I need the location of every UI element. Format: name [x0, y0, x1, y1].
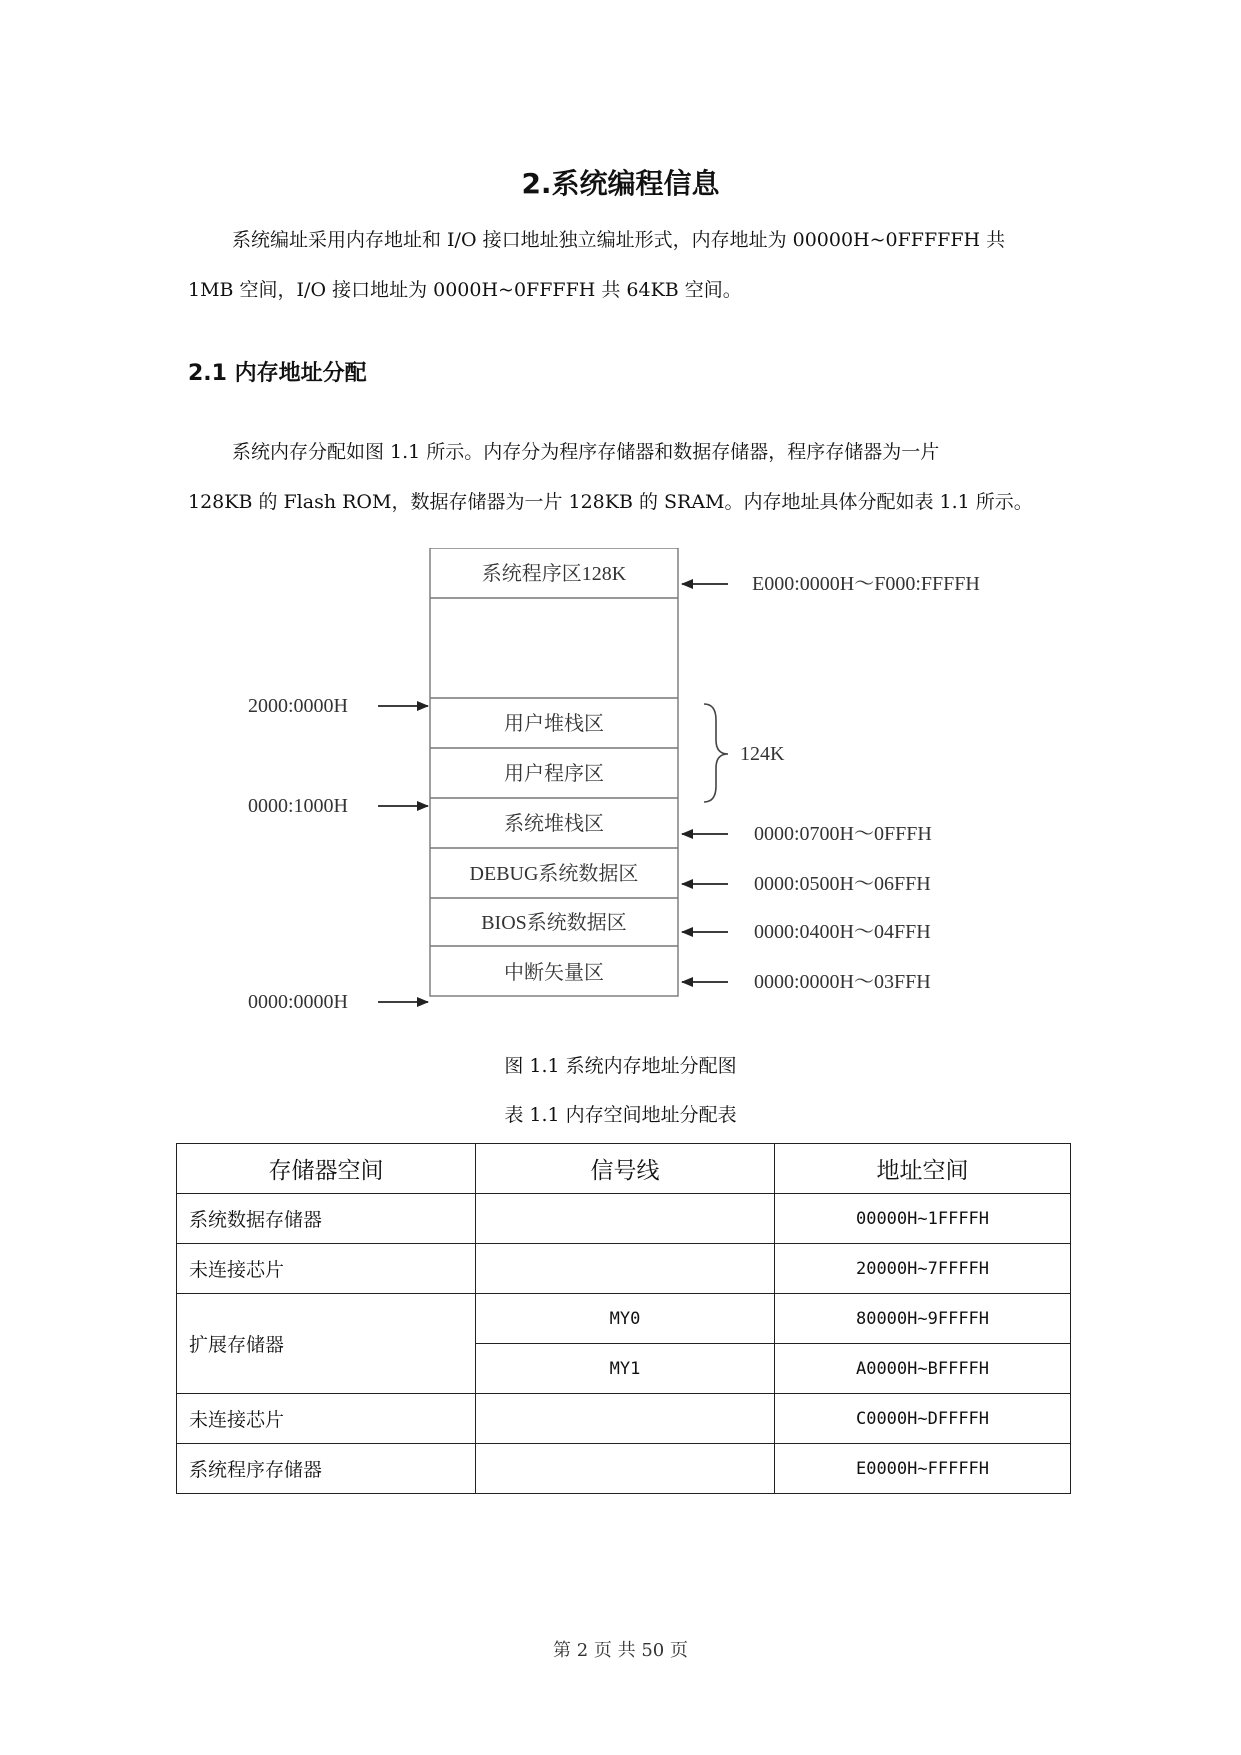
cell-signal: [476, 1194, 775, 1244]
cell-system-stack: 系统堆栈区: [504, 813, 604, 835]
cell-address: C0000H~DFFFFH: [775, 1394, 1071, 1444]
memory-map-diagram: [230, 548, 1030, 1018]
page-title: 2.系统编程信息: [521, 167, 720, 200]
brace-icon: [704, 704, 728, 802]
cell-space: 未连接芯片: [177, 1394, 476, 1444]
cell-signal: [476, 1444, 775, 1494]
cell-debug-data: DEBUG系统数据区: [469, 863, 639, 885]
cell-address: A0000H~BFFFFH: [775, 1344, 1071, 1394]
intro-paragraph: [188, 215, 1058, 315]
section-heading: 2.1 内存地址分配: [188, 361, 367, 386]
cell-address: 80000H~9FFFFH: [775, 1294, 1071, 1344]
right-label-bios-data: 0000:0400H～04FFH: [754, 921, 931, 943]
right-label-system-stack: 0000:0700H～0FFFH: [754, 823, 932, 845]
cell-space: 系统数据存储器: [177, 1194, 476, 1244]
cell-signal: [476, 1394, 775, 1444]
intro-line-2: 1MB 空间，I/O 接口地址为 0000H~0FFFFH 共 64KB 空间。: [188, 279, 742, 301]
cell-system-program-area: 系统程序区128K: [481, 563, 627, 585]
cell-signal: [476, 1244, 775, 1294]
cell-user-stack: 用户堆栈区: [504, 713, 604, 735]
brace-label: 124K: [740, 743, 785, 765]
cell-space: 扩展存储器: [177, 1294, 476, 1394]
table-row: [177, 1444, 1071, 1494]
section-paragraph: [188, 427, 1058, 527]
cell-interrupt-vector: 中断矢量区: [504, 962, 604, 984]
header-memory-space: 存储器空间: [177, 1144, 476, 1194]
memory-allocation-table: [176, 1143, 1071, 1494]
table-header-row: [177, 1144, 1071, 1194]
cell-bios-data: BIOS系统数据区: [481, 912, 627, 934]
header-address-space: 地址空间: [775, 1144, 1071, 1194]
cell-signal: MY1: [476, 1344, 775, 1394]
table-row: [177, 1294, 1071, 1344]
left-label-2000: 2000:0000H: [248, 695, 348, 717]
table-row: [177, 1244, 1071, 1294]
cell-space: 系统程序存储器: [177, 1444, 476, 1494]
section-line-1: 系统内存分配如图 1.1 所示。内存分为程序存储器和数据存储器，程序存储器为一片: [232, 441, 940, 463]
left-label-0000: 0000:0000H: [248, 991, 348, 1013]
header-signal-line: 信号线: [476, 1144, 775, 1194]
intro-line-1: 系统编址采用内存地址和 I/O 接口地址独立编址形式，内存地址为 00000H~0FFFFFH 共: [232, 229, 1006, 251]
page-footer: 第 2 页 共 50 页: [553, 1640, 688, 1661]
right-label-system-program: E000:0000H～F000:FFFFH: [752, 573, 980, 595]
cell-signal: MY0: [476, 1294, 775, 1344]
table-row: [177, 1394, 1071, 1444]
right-label-debug-data: 0000:0500H～06FFH: [754, 873, 931, 895]
table-caption: 表 1.1 内存空间地址分配表: [504, 1104, 737, 1126]
left-label-1000: 0000:1000H: [248, 795, 348, 817]
table-row: [177, 1194, 1071, 1244]
right-label-interrupt-vector: 0000:0000H～03FFH: [754, 971, 931, 993]
cell-address: E0000H~FFFFFH: [775, 1444, 1071, 1494]
cell-user-program: 用户程序区: [504, 763, 604, 785]
cell-address: 20000H~7FFFFH: [775, 1244, 1071, 1294]
figure-caption: 图 1.1 系统内存地址分配图: [504, 1055, 737, 1077]
cell-space: 未连接芯片: [177, 1244, 476, 1294]
section-line-2: 128KB 的 Flash ROM，数据存储器为一片 128KB 的 SRAM。内存地址具体分配如表 1.1 所示。: [188, 491, 1033, 513]
cell-address: 00000H~1FFFFH: [775, 1194, 1071, 1244]
